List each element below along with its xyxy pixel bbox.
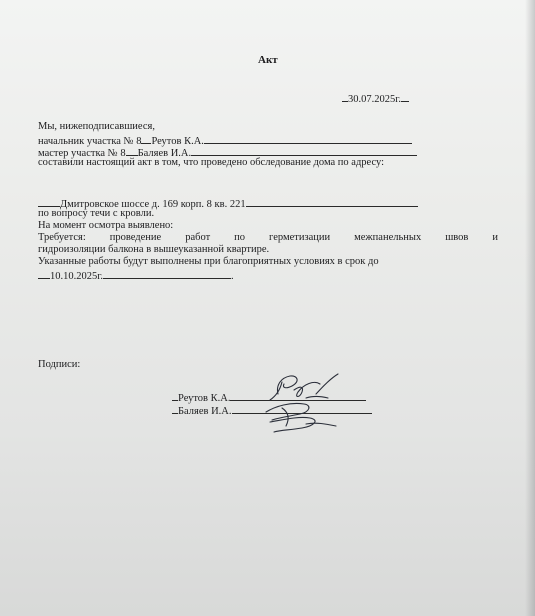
person2-name: Баляев И.А.: [137, 148, 192, 159]
required-line-1: Требуется: проведение работ по герметизации межпанельных швов и: [38, 232, 498, 243]
deadline-text: Указанные работы будут выполнены при благоприятных условиях в срок до: [38, 256, 379, 267]
handwritten-signatures: [246, 372, 356, 438]
signature2-stroke-b: [270, 417, 315, 432]
statement-text: составили настоящий акт в том, что проведено обследование дома по адресу:: [38, 157, 385, 168]
required-line-2: гидроизоляции балкона в вышеуказанной квартире.: [38, 244, 270, 255]
reason-text: по вопросу течи с кровли.: [38, 208, 155, 219]
person1-name: Реутов К.А.: [151, 136, 204, 147]
signature1-stroke-b: [270, 382, 282, 400]
intro-text: Мы, нижеподписавшиеся,: [38, 121, 155, 132]
document-title: Акт: [258, 54, 278, 66]
signatures-label: Подписи:: [38, 359, 81, 370]
deadline-line: [38, 268, 234, 283]
signature1-stroke-e: [306, 397, 328, 399]
address-text: Дмитровское шоссе д. 169 корп. 8 кв. 221: [60, 199, 246, 210]
signer1-name: Реутов К.А.: [178, 393, 231, 404]
signer2-name: Баляев И.А.: [178, 406, 232, 417]
document-date-line: [342, 91, 409, 106]
person1-role: начальник участка № 8: [38, 136, 142, 147]
deadline-date: 10.10.2025г.: [50, 271, 103, 282]
signature1-stroke-a: [278, 376, 298, 394]
person2-role: мастер участка № 8: [38, 148, 126, 159]
found-label: На момент осмотра выявлено:: [38, 220, 174, 231]
deadline-end: .: [231, 271, 234, 282]
document-date: 30.07.2025г.: [348, 94, 401, 105]
